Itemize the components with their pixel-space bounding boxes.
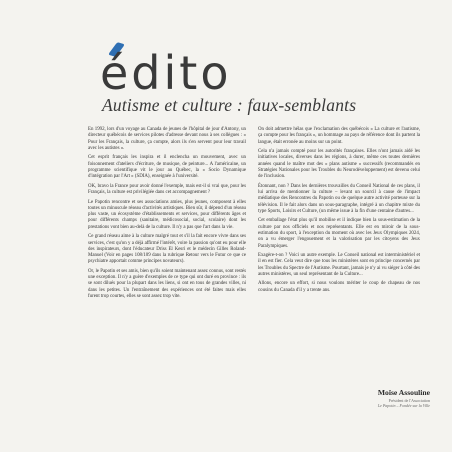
editorial-subtitle: Autisme et culture : faux-semblants	[102, 95, 357, 115]
paragraph: On doit admettre hélas que l'exclamation des québécois « La culture et l'autisme, ça compte pour les français », un hommage au pays de référence dont ils partent la langue, était erronée au moins sur un point.	[258, 127, 420, 145]
signature-block	[320, 388, 430, 408]
paragraph: OK, bravo la France pour avoir donné l'exemple, mais est-il si vrai que, pour les Français, la culture est privilégiée dans cet accompagnement ?	[88, 183, 246, 196]
masthead: édito	[100, 46, 232, 100]
paragraph: Cela n'a jamais compté pour les autorités françaises. Elles n'ont jamais aidé les initiatives locales, diverses dans les régions, à durer, même ces toutes dernières années quand le maître mot des « plans autisme » successifs (recommandés en Stratégies Nationales pour les Troubles du Neurodéveloppement) est devenu celui de l'inclusion.	[258, 149, 420, 180]
paragraph: Le Papotin rencontre et ses associations amies, plus jeunes, composent à elles toutes un minuscule réseau d'activités artistiques. Bien sûr, il dépend d'un réseau plus vaste, un écosystème d'établissements et services, pour différents âges et pour différents champs (sanitaire, médicosocial, social, scolaire) dont les prestations vont bien au-delà de la culture. Il n'y a pas que l'art dans la vie.	[88, 199, 246, 230]
author-organization: Le Papotin – Fondée sur la Ville	[377, 403, 430, 408]
paragraph: En 1992, lors d'un voyage au Canada de jeunes de l'hôpital de jour d'Antony, un directeur québécois de services pilotes d'adresse devant nous à ses collègues : « Pour les Français, la culture, ça compte, alors ils s'en servent pour leur travail avec les autistes ».	[88, 127, 246, 151]
paragraph: Or, le Papotin et ses amis, bien qu'ils soient maintenant assez connus, sont restés une exception. Il n'y a guère d'exemples de ce type qui ont duré en province : ils se sont dilués pour la plupart dans les liens, si ont en tous de grandes villes, ni dans les petites. Un l'entraînement des expériences ont été faites mais elles furent trop courtes, elles se sont assez trop vite.	[88, 268, 246, 300]
author-name: Moïse Assouline	[377, 388, 430, 397]
paragraph: Étonnant, non ? Dans les dernières trouvailles du Conseil National de ces plans, il lui arriva de mentionner la culture – levant un sourcil à cause de l'impact médiatique des Rencontres du Papotin ou de quelque autre activité porteuse sur la télévision. Il le fait alors dans un sous-paragraphe, intégré à un chapitre mixte du type Sports, Loisirs et Culture, (un même issue à la fin d'une centaine d'autres...	[258, 183, 420, 214]
paragraph: Cet esprit français les inspira et il enclencha un mouvement, avec un foisonnement d'ateliers d'écriture, de musique, de peinture... A l'américaine, un programme scientifique vit le jour au Québec, la « Socio Dynamique d'intégration par l'Art » (SDIA), enseignée à l'université.	[88, 155, 246, 180]
paragraph: Allons, encore un effort, si nous voulons mériter le coup de chapeau de nos cousins du Canada d'il y a trente ans.	[258, 281, 420, 293]
right-column	[258, 127, 420, 297]
left-column	[88, 127, 246, 304]
paragraph: Ce grand réseau aime à la culture malgré tout et s'il la fait encore vivre dans ses services, c'est qu'on y a déjà affirmé l'intérêt, voire la passion qu'ont eu pour elle des inspirateurs, dont l'éducateur Driss El Kesri et le médecin Gilles Roland-Manuel (Voir en pages 108/109 dans la rubrique Retour vers le Futur ce que ce psychiatre apportait comme principes novateurs).	[88, 234, 246, 265]
paragraph: Exagère-t-on ? Voici un autre exemple. Le Conseil national est interministériel et il en est fier. Cela veut dire que tous les ministères sont en principe concernés par les Troubles du Spectre de l'Autisme. Pourtant, jamais je n'y ai vu siéger à côté des autres ministères, un seul représentant de la Culture...	[258, 253, 420, 277]
paragraph: Cet emballage l'état plus qu'il mobilise et il indique bien la sous-estimation de la culture par nos officiels et nos représentants. Elle est en miroir de la sous-estimation du sport, à l'exception du moment où avec les Jeux Olympiques 2024, on a vu émerger l'engouement et la valorisation par les citoyens des Jeux Paralympiques.	[258, 218, 420, 249]
author-role: Président de l'Association	[388, 398, 430, 403]
